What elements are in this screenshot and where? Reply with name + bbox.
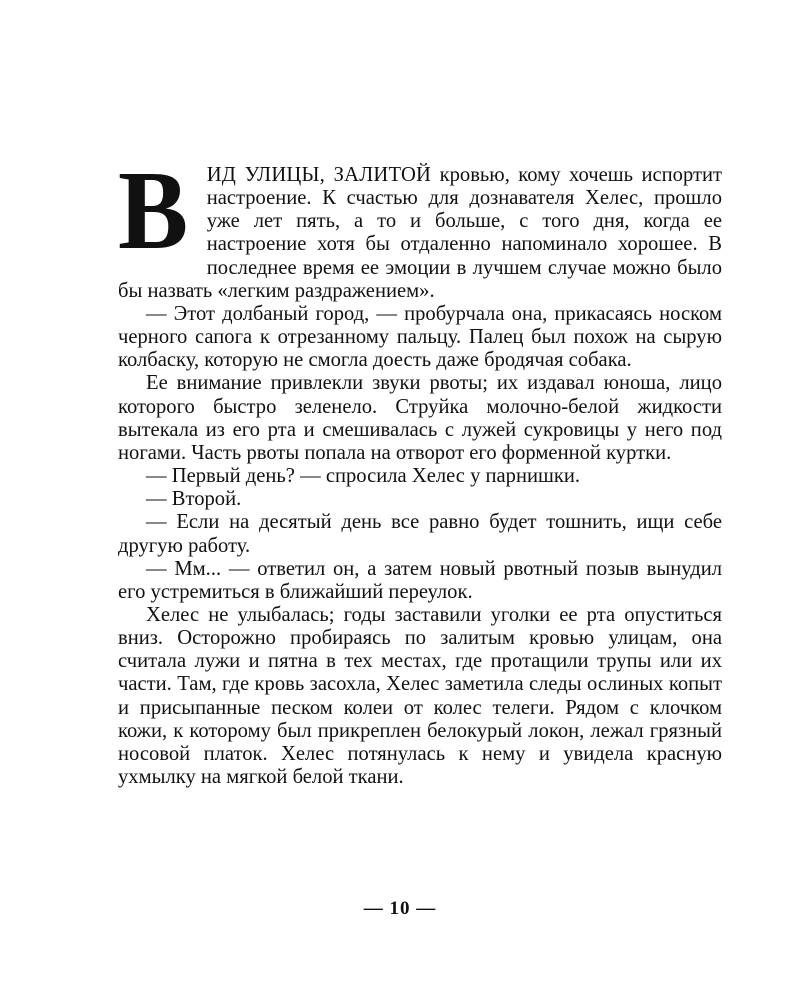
paragraph-2: — Этот долбаный город, — пробурчала она, прикасаясь носком черного сапога к отрезанному пальцу. Палец был похож на сырую колбаску, которую не смогла доесть даже бродячая собака. [118, 302, 722, 372]
page-body [118, 149, 722, 789]
paragraph-3: Ее внимание привлекли звуки рвоты; их издавал юноша, лицо которого быстро зеленело. Струйка молочно-белой жидкости вытекала из его рта и смешивалась с лужей сукровицы у него под ногами. Часть рвоты попала на отворот его форменной куртки. [118, 372, 722, 464]
paragraph-8: Хелес не улыбалась; годы заставили уголки ее рта опуститься вниз. Осторожно пробираясь по залитым кровью улицам, она считала лужи и пятна в тех местах, где протащили трупы или их части. Там, где кровь засохла, Хелес заметила следы ослиных копыт и присыпанные песком колеи от колес телеги. Рядом с клочком кожи, к которому был прикреплен белокурый локон, лежал грязный носовой платок. Хелес потянулась к нему и увидела красную ухмылку на мягкой белой ткани. [118, 603, 722, 789]
drop-cap: В [118, 149, 189, 273]
paragraph-7: — Мм... — ответил он, а затем новый рвотный позыв вынудил его устремиться в ближайший переулок. [118, 557, 722, 603]
paragraph-1 [118, 149, 722, 303]
page-number: — 10 — [363, 898, 437, 919]
paragraph-6: — Если на десятый день все равно будет тошнить, ищи себе другую работу. [118, 511, 722, 557]
paragraph-5: — Второй. [146, 488, 242, 511]
paragraph-4: — Первый день? — спросила Хелес у парнишки. [146, 465, 581, 488]
paragraph-1-text: кровью, кому хочешь испортит настроение. К счастью для дознавателя Хелес, прошло уже лет пять, а то и больше, с того дня, когда ее настроение хотя бы отдаленно напоминало хорошее. В последнее время ее эмоции в лучшем случае можно было бы назвать «легким раздражением». [118, 164, 722, 302]
opening-smallcaps: ИД УЛИЦЫ, ЗАЛИТОЙ [206, 164, 432, 186]
